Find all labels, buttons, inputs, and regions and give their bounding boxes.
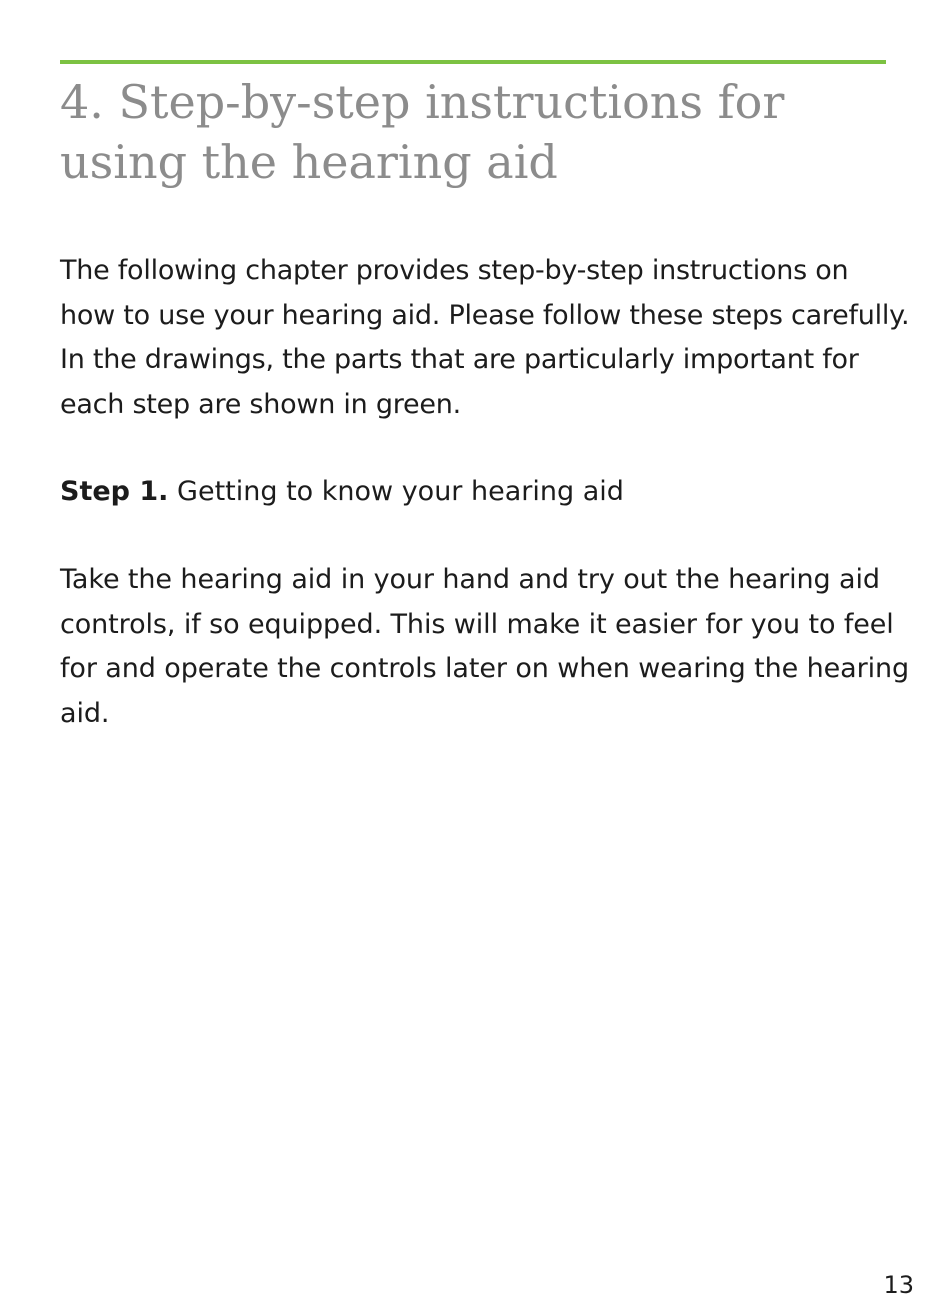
page-number: 13: [883, 1271, 914, 1299]
step-title: Getting to know your hearing aid: [177, 476, 624, 507]
intro-paragraph: The following chapter provides step-by-step instructions on how to use your hearing aid. Please follow these steps carefully. In the drawings, the parts that are particularly important for each step are shown in green.: [60, 255, 910, 420]
chapter-title: 4. Step-by-step instructions for using the hearing aid: [60, 75, 785, 189]
step-paragraph: Take the hearing aid in your hand and try out the hearing aid controls, if so equipped. This will make it easier for you to feel for and operate the controls later on when wearing the hearing aid.: [60, 564, 910, 729]
step-heading: [60, 470, 910, 515]
step-label: Step 1.: [60, 476, 169, 507]
header-accent-rule: [60, 60, 886, 64]
